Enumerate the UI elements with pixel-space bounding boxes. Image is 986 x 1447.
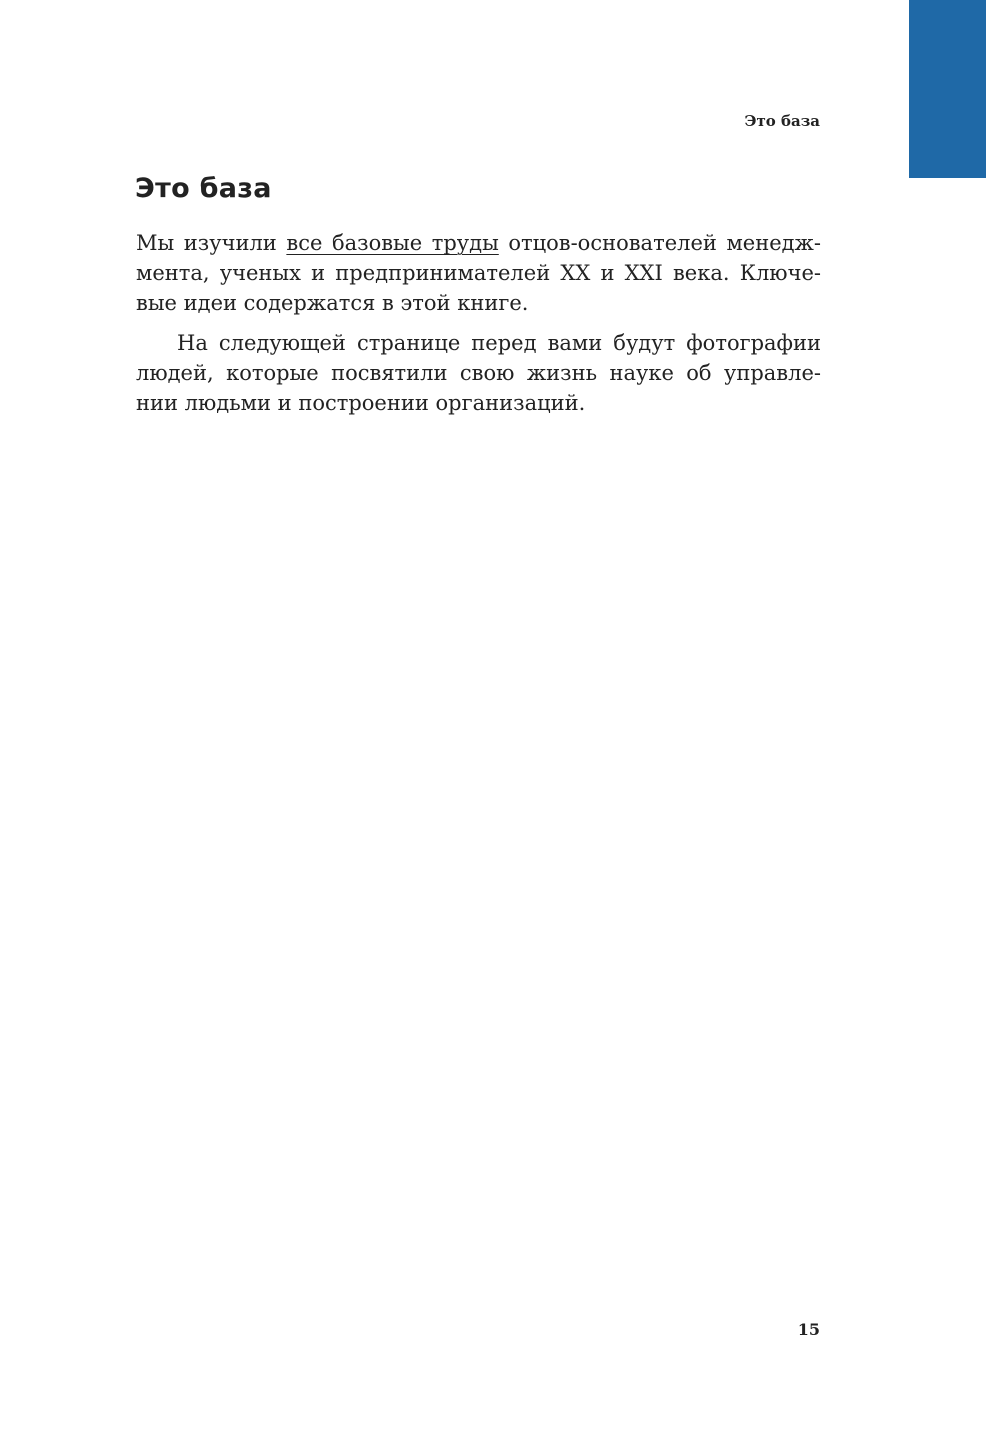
chapter-thumb-tab bbox=[909, 0, 986, 178]
book-link[interactable]: все базовые труды bbox=[286, 231, 499, 255]
paragraph-2-line-3: нии людьми и построении организаций. bbox=[136, 391, 586, 415]
paragraph-1-line-3: вые идеи содержатся в этой книге. bbox=[136, 291, 529, 315]
paragraph-2-line-2: людей, которые посвятили свою жизнь науке об управле- bbox=[136, 361, 821, 385]
paragraph-1-line-1 bbox=[136, 228, 821, 258]
chapter-title: Это база bbox=[135, 173, 272, 204]
paragraph-1-line-2: мента, ученых и предпринимателей XX и XXI века. Ключе- bbox=[136, 261, 821, 285]
paragraph-2-line-1: На следующей странице перед вами будут фотографии bbox=[177, 331, 821, 355]
page-number: 15 bbox=[797, 1320, 820, 1339]
running-head: Это база bbox=[744, 112, 820, 130]
line-text-after-link: отцов-основателей менедж- bbox=[508, 231, 821, 255]
line-text-before-link: Мы изучили bbox=[136, 231, 277, 255]
